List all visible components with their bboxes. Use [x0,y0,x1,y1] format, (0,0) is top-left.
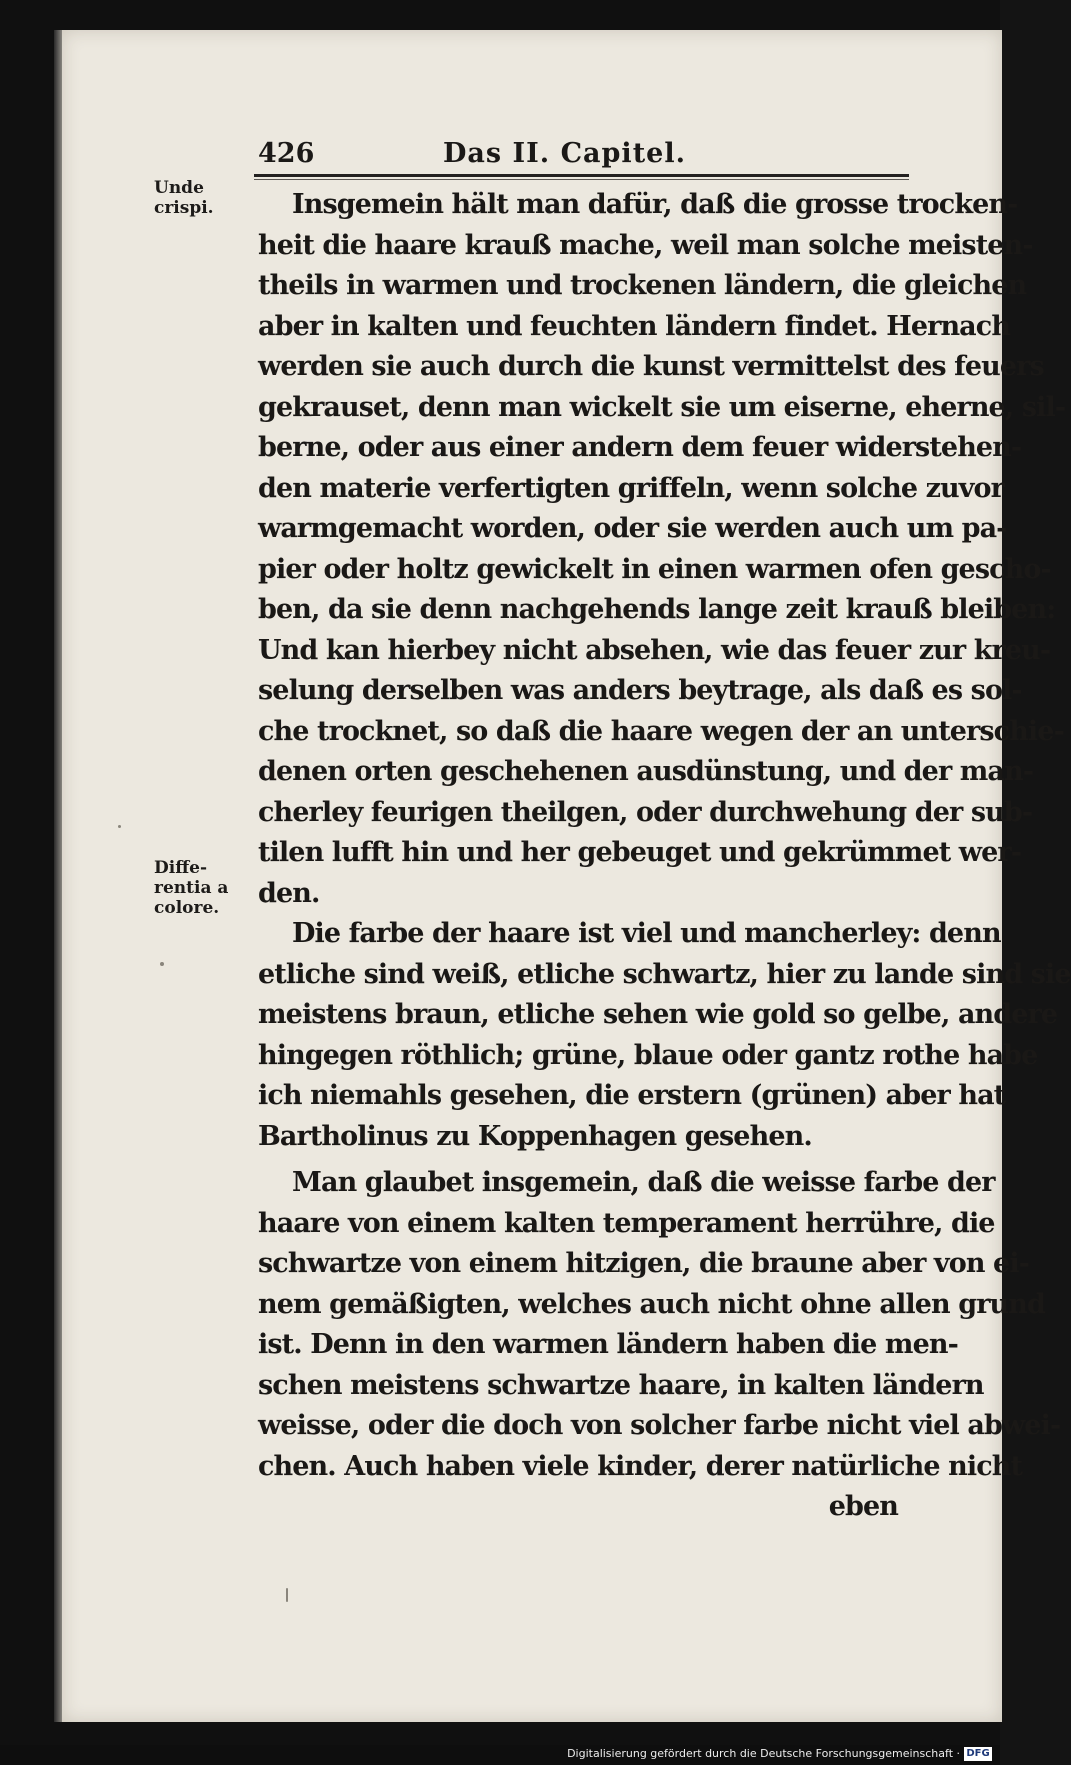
marginal-line: crispi. [154,198,214,218]
text-line: Die farbe der haare ist viel und mancherley: denn [292,918,1001,949]
text-line: cherley feurigen theilgen, oder durchwehung der sub- [258,796,1033,828]
text-line: nem gemäßigten, welches auch nicht ohne allen grund [258,1288,1045,1320]
text-line: Und kan hierbey nicht absehen, wie das feuer zur kreu- [258,634,1051,666]
text-line: che trocknet, so daß die haare wegen der an unterschie- [258,715,1064,747]
text-line: pier oder holtz gewickelt in einen warmen ofen gescho- [258,553,1051,585]
marginal-line: Diffe- [154,858,208,878]
text-line: Bartholinus zu Koppenhagen gesehen. [258,1120,812,1152]
header-rule [254,174,909,177]
text-line: werden sie auch durch die kunst vermittelst des feuers [258,351,1044,382]
text-line: tilen lufft hin und her gebeuget und gekrümmet wer- [258,837,1022,868]
text-line: Man glaubet insgemein, daß die weisse farbe der [292,1167,995,1198]
text-line: haare von einem kalten temperament herrühre, die [258,1207,995,1239]
header-rule-thin [254,179,909,180]
marginal-note-differentia-a-colore [154,858,249,918]
text-line: chen. Auch haben viele kinder, derer natürliche nicht [258,1450,1023,1482]
text-line: Insgemein hält man dafür, daß die grosse trocken- [292,189,1018,220]
paper-speck [286,1588,288,1602]
text-line: berne, oder aus einer andern dem feuer widerstehen- [258,432,1022,463]
marginal-note-unde-crispi [154,178,249,218]
catchword: eben [828,1491,898,1522]
text-line: aber in kalten und feuchten ländern findet. Hernach [258,310,1011,342]
paper-speck [118,825,121,828]
text-line: den materie verfertigten griffeln, wenn solche zuvor [258,472,1004,504]
text-line: hingegen röthlich; grüne, blaue oder gantz rothe habe [258,1039,1038,1071]
text-line: weisse, oder die doch von solcher farbe nicht viel abwei- [258,1410,1061,1441]
body-text [258,185,1071,1528]
text-line: gekrauset, denn man wickelt sie um eiserne, eherne, sil- [258,391,1066,423]
marginal-line: colore. [154,898,220,918]
text-line: meistens braun, etliche sehen wie gold so gelbe, andere [258,999,1058,1030]
running-head [258,138,898,174]
text-line: den. [258,877,320,909]
text-line: selung derselben was anders beytrage, als daß es sol- [258,675,1022,706]
text-line: etliche sind weiß, etliche schwartz, hier zu lande sind sie [258,958,1071,990]
text-line: warmgemacht worden, oder sie werden auch um pa- [258,513,1007,544]
text-line: schen meistens schwartze haare, in kalten ländern [258,1369,984,1401]
text-line: ist. Denn in den warmen ländern haben die men- [258,1329,958,1360]
page-number: 426 [258,138,315,169]
paper-speck [160,962,164,966]
text-line: theils in warmen und trockenen ländern, die gleichen [258,270,1027,301]
text-line: ben, da sie denn nachgehends lange zeit krauß bleiben: [258,594,1056,625]
text-line: heit die haare krauß mache, weil man solche meisten- [258,229,1033,261]
chapter-title: Das II. Capitel. [443,138,686,169]
dfg-logo: DFG [964,1747,992,1761]
marginal-line: rentia a [154,878,229,898]
footer-bar [0,1745,1000,1765]
footer-credit: Digitalisierung gefördert durch die Deutsche Forschungsgemeinschaft · [567,1747,960,1760]
text-line: schwartze von einem hitzigen, die braune aber von ei- [258,1248,1029,1279]
text-line: ich niemahls gesehen, die erstern (grünen) aber hat [258,1080,1006,1111]
text-line: denen orten geschehenen ausdünstung, und der man- [258,756,1034,787]
marginal-line: Unde [154,178,204,198]
